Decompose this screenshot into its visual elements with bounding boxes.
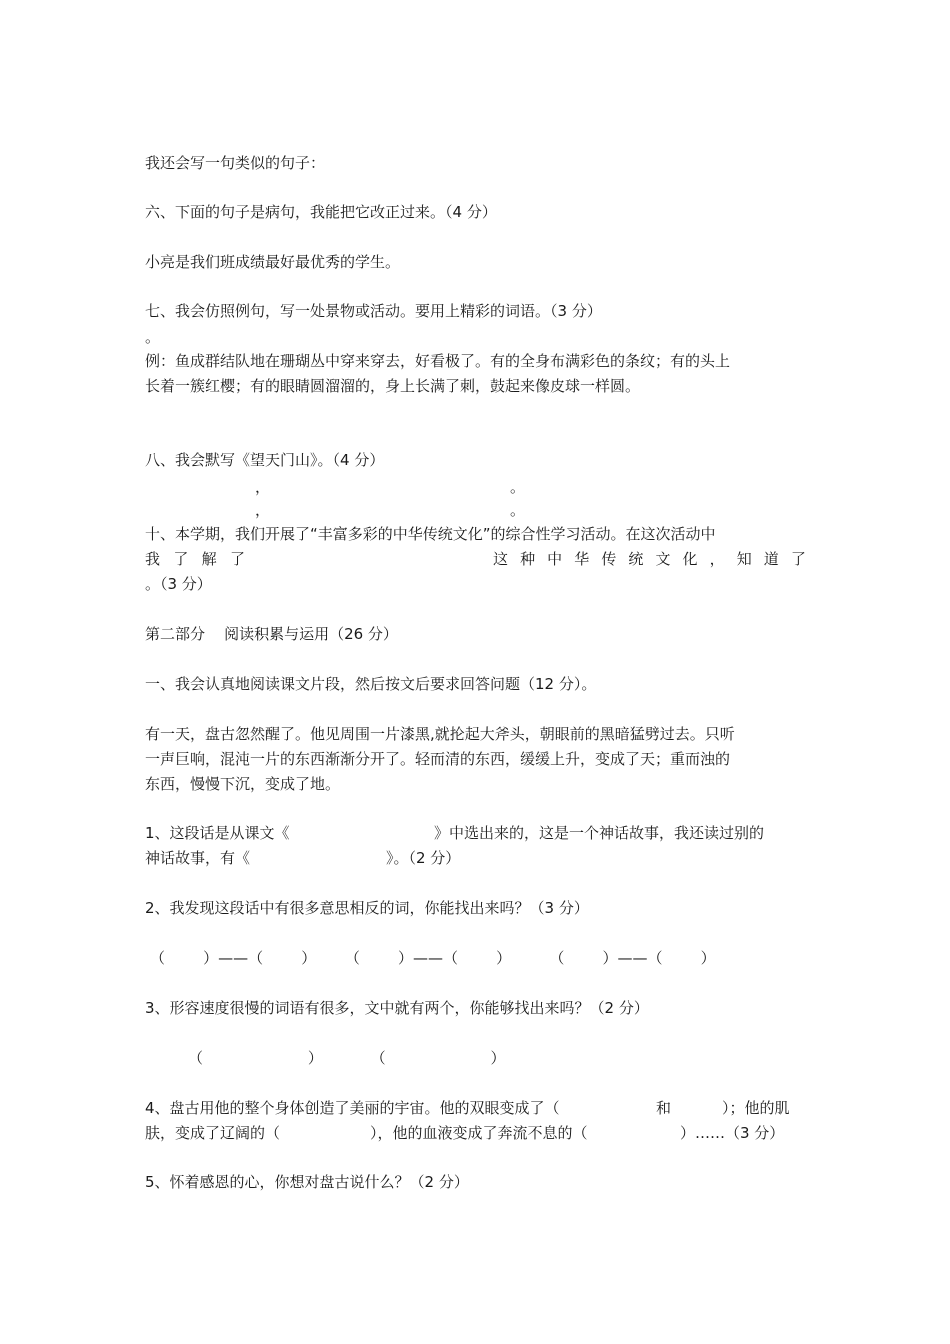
part2-heading: 第二部分 阅读积累与运用（26 分）: [145, 625, 398, 643]
poem-comma-1: ，: [255, 478, 271, 496]
sub4-line1-b: 和: [656, 1099, 672, 1117]
passage-line2: 一声巨响，混沌一片的东西渐渐分开了。轻而清的东西，缓缓上升，变成了天；重而浊的: [145, 750, 731, 768]
section10-char: 了: [229, 550, 245, 568]
sub3-answer-blanks: （ ） （ ）: [188, 1049, 506, 1067]
passage-line1: 有一天，盘古忽然醒了。他见周围一片漆黑,就抡起大斧头，朝眼前的黑暗猛劈过去。只听: [145, 725, 735, 743]
section10-char: 统: [628, 550, 644, 568]
section8-heading: 八、我会默写《望天门山》。（4 分）: [145, 451, 385, 469]
sub4-line1-c: ）；他的肌: [722, 1099, 790, 1117]
section6-sentence: 小亮是我们班成绩最好最优秀的学生。: [145, 253, 401, 271]
sub4-line1-a: 4、盘古用他的整个身体创造了美丽的宇宙。他的双眼变成了（: [145, 1099, 560, 1117]
section10-char: 种: [520, 550, 536, 568]
sub3-question: 3、形容速度很慢的词语有很多，文中就有两个，你能够找出来吗？（2 分）: [145, 999, 649, 1017]
section10-char: 华: [574, 550, 590, 568]
sub1-line2-a: 神话故事，有《: [145, 849, 251, 867]
sub4-line2-b: ），他的血液变成了奔流不息的（: [370, 1124, 588, 1142]
section7-example-line1: 例：鱼成群结队地在珊瑚丛中穿来穿去，好看极了。有的全身布满彩色的条纹；有的头上: [145, 352, 731, 370]
sub4-line2-a: 肤，变成了辽阔的（: [145, 1124, 281, 1142]
question1-heading: 一、我会认真地阅读课文片段，然后按文后要求回答问题（12 分）。: [145, 675, 597, 693]
section10-char: 传: [601, 550, 617, 568]
section10-char: 知: [736, 550, 752, 568]
poem-period-1: 。: [510, 478, 526, 496]
passage-line3: 东西，慢慢下沉，变成了地。: [145, 775, 341, 793]
poem-period-2: 。: [510, 501, 526, 519]
sub2-question: 2、我发现这段话中有很多意思相反的词，你能找出来吗？（3 分）: [145, 899, 589, 917]
section10-char: 文: [655, 550, 671, 568]
section5-tail-line: 我还会写一句类似的句子：: [145, 154, 326, 172]
sub1-line1-b: 》中选出来的，这是一个神话故事，我还读过别的: [434, 824, 765, 842]
sub2-answer-pairs: （ ）——（ ） （ ）——（ ） （ ）——（ ）: [150, 949, 716, 967]
section10-char: 化: [682, 550, 698, 568]
poem-comma-2: ，: [255, 501, 271, 519]
section10-char: ，: [709, 550, 725, 568]
section10-char: 了: [790, 550, 806, 568]
section6-heading: 六、下面的句子是病句，我能把它改正过来。（4 分）: [145, 203, 497, 221]
section10-char: 了: [173, 550, 189, 568]
section10-char: 我: [145, 550, 161, 568]
section10-line2-left: [145, 548, 245, 570]
sub4-line2-c: ）……（3 分）: [680, 1124, 785, 1142]
section7-mark: 。: [145, 328, 161, 346]
section7-example-line2: 长着一簇红樱；有的眼睛圆溜溜的，身上长满了刺，鼓起来像皮球一样圆。: [145, 377, 641, 395]
section10-line2-right: [493, 548, 806, 570]
sub1-line2-b: 》。（2 分）: [386, 849, 461, 867]
sub5-question: 5、怀着感恩的心，你想对盘古说什么？（2 分）: [145, 1173, 469, 1191]
section7-heading: 七、我会仿照例句，写一处景物或活动。要用上精彩的词语。（3 分）: [145, 302, 602, 320]
section10-line1: 十、本学期，我们开展了“丰富多彩的中华传统文化”的综合性学习活动。在这次活动中: [145, 525, 716, 543]
section10-char: 中: [547, 550, 563, 568]
section10-char: 道: [763, 550, 779, 568]
section10-char: 这: [493, 550, 509, 568]
section10-line3: 。（3 分）: [145, 575, 212, 593]
sub1-line1-a: 1、这段话是从课文《: [145, 824, 290, 842]
section10-char: 解: [201, 550, 217, 568]
